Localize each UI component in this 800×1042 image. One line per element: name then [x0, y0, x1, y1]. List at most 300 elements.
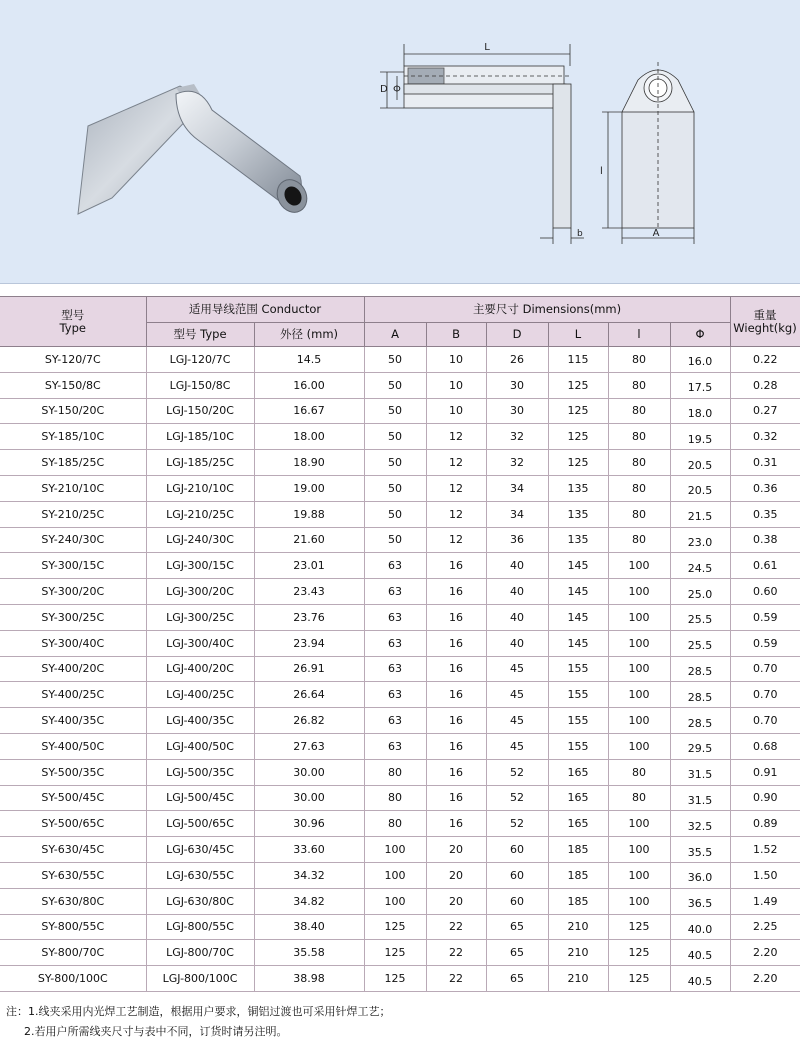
cell-weight: 0.70 — [730, 656, 800, 682]
cell-B: 16 — [426, 708, 486, 734]
cell-l: 80 — [608, 347, 670, 373]
cell-weight: 1.50 — [730, 862, 800, 888]
cell-weight: 0.28 — [730, 372, 800, 398]
cell-L: 165 — [548, 811, 608, 837]
cell-type: SY-800/55C — [0, 914, 146, 940]
cell-type: SY-400/35C — [0, 708, 146, 734]
cell-L: 145 — [548, 630, 608, 656]
cell-outer-diameter: 16.00 — [254, 372, 364, 398]
cell-conductor-type: LGJ-500/65C — [146, 811, 254, 837]
header-A: A — [364, 323, 426, 347]
cell-outer-diameter: 26.64 — [254, 682, 364, 708]
cell-B: 12 — [426, 450, 486, 476]
cell-D: 45 — [486, 682, 548, 708]
cell-conductor-type: LGJ-630/45C — [146, 837, 254, 863]
cell-l: 100 — [608, 733, 670, 759]
cell-phi: 17.5 — [670, 372, 730, 398]
cell-phi: 36.5 — [670, 888, 730, 914]
cell-A: 63 — [364, 579, 426, 605]
cell-B: 16 — [426, 630, 486, 656]
cell-l: 80 — [608, 785, 670, 811]
cell-l: 100 — [608, 862, 670, 888]
cell-l: 80 — [608, 501, 670, 527]
cell-A: 63 — [364, 630, 426, 656]
cell-conductor-type: LGJ-300/15C — [146, 553, 254, 579]
cell-conductor-type: LGJ-185/25C — [146, 450, 254, 476]
header-D: D — [486, 323, 548, 347]
table-row — [0, 553, 800, 579]
cell-weight: 2.20 — [730, 940, 800, 966]
cell-D: 30 — [486, 398, 548, 424]
table-row — [0, 759, 800, 785]
cell-conductor-type: LGJ-500/35C — [146, 759, 254, 785]
cell-A: 125 — [364, 914, 426, 940]
cell-weight: 0.59 — [730, 630, 800, 656]
cell-outer-diameter: 34.32 — [254, 862, 364, 888]
cell-outer-diameter: 30.00 — [254, 785, 364, 811]
cell-l: 100 — [608, 604, 670, 630]
cell-weight: 0.22 — [730, 347, 800, 373]
cell-A: 63 — [364, 733, 426, 759]
cell-D: 36 — [486, 527, 548, 553]
cell-type: SY-185/25C — [0, 450, 146, 476]
cell-A: 63 — [364, 708, 426, 734]
cell-conductor-type: LGJ-300/25C — [146, 604, 254, 630]
cell-outer-diameter: 18.00 — [254, 424, 364, 450]
cell-type: SY-630/45C — [0, 837, 146, 863]
cell-l: 100 — [608, 656, 670, 682]
cell-conductor-type: LGJ-630/55C — [146, 862, 254, 888]
label-b: b — [577, 229, 583, 239]
cell-weight: 0.36 — [730, 475, 800, 501]
cell-B: 20 — [426, 862, 486, 888]
header-phi: Φ — [670, 323, 730, 347]
cell-type: SY-800/70C — [0, 940, 146, 966]
cell-type: SY-240/30C — [0, 527, 146, 553]
cell-l: 80 — [608, 450, 670, 476]
cell-phi: 23.0 — [670, 527, 730, 553]
cell-L: 115 — [548, 347, 608, 373]
cell-conductor-type: LGJ-400/25C — [146, 682, 254, 708]
cell-phi: 31.5 — [670, 759, 730, 785]
cell-outer-diameter: 30.96 — [254, 811, 364, 837]
cell-D: 40 — [486, 553, 548, 579]
cell-A: 100 — [364, 888, 426, 914]
cell-outer-diameter: 26.82 — [254, 708, 364, 734]
note-1: 注：1.线夹采用内光焊工艺制造，根据用户要求，铜铝过渡也可采用针焊工艺； — [6, 1005, 391, 1018]
cell-weight: 2.25 — [730, 914, 800, 940]
cell-L: 155 — [548, 682, 608, 708]
cell-type: SY-210/10C — [0, 475, 146, 501]
cell-B: 16 — [426, 759, 486, 785]
cell-B: 16 — [426, 579, 486, 605]
cell-L: 145 — [548, 604, 608, 630]
cell-type: SY-400/50C — [0, 733, 146, 759]
cell-D: 30 — [486, 372, 548, 398]
header-conductor-type: 型号 Type — [146, 323, 254, 347]
side-view-drawing — [380, 44, 584, 244]
cell-phi: 31.5 — [670, 785, 730, 811]
cell-weight: 0.68 — [730, 733, 800, 759]
cell-l: 80 — [608, 527, 670, 553]
label-A: A — [652, 228, 660, 239]
cell-weight: 0.27 — [730, 398, 800, 424]
cell-l: 100 — [608, 630, 670, 656]
cell-L: 135 — [548, 475, 608, 501]
cell-phi: 20.5 — [670, 450, 730, 476]
cell-L: 135 — [548, 527, 608, 553]
cell-L: 125 — [548, 398, 608, 424]
cell-l: 80 — [608, 372, 670, 398]
cell-phi: 40.0 — [670, 914, 730, 940]
cell-phi: 35.5 — [670, 837, 730, 863]
cell-L: 145 — [548, 553, 608, 579]
cell-conductor-type: LGJ-630/80C — [146, 888, 254, 914]
cell-D: 65 — [486, 914, 548, 940]
cell-A: 50 — [364, 398, 426, 424]
cell-D: 34 — [486, 475, 548, 501]
table-row — [0, 475, 800, 501]
cell-phi: 18.0 — [670, 398, 730, 424]
cell-B: 12 — [426, 527, 486, 553]
cell-A: 63 — [364, 604, 426, 630]
cell-type: SY-500/35C — [0, 759, 146, 785]
cell-weight: 0.70 — [730, 682, 800, 708]
cell-B: 16 — [426, 682, 486, 708]
cell-phi: 36.0 — [670, 862, 730, 888]
cell-conductor-type: LGJ-120/7C — [146, 347, 254, 373]
cell-D: 60 — [486, 837, 548, 863]
header-l: l — [608, 323, 670, 347]
cell-weight: 0.31 — [730, 450, 800, 476]
cell-D: 60 — [486, 888, 548, 914]
table-row — [0, 372, 800, 398]
cell-type: SY-500/45C — [0, 785, 146, 811]
cell-phi: 28.5 — [670, 682, 730, 708]
table-row — [0, 450, 800, 476]
cell-l: 100 — [608, 708, 670, 734]
cell-weight: 0.90 — [730, 785, 800, 811]
cell-B: 20 — [426, 837, 486, 863]
cell-D: 40 — [486, 604, 548, 630]
note-2: 2.若用户所需线夹尺寸与表中不同，订货时请另注明。 — [24, 1025, 288, 1038]
cell-type: SY-300/40C — [0, 630, 146, 656]
cell-A: 50 — [364, 475, 426, 501]
cell-A: 80 — [364, 785, 426, 811]
cell-weight: 1.52 — [730, 837, 800, 863]
cell-B: 12 — [426, 424, 486, 450]
cell-A: 63 — [364, 682, 426, 708]
cell-A: 50 — [364, 501, 426, 527]
cell-outer-diameter: 14.5 — [254, 347, 364, 373]
cell-outer-diameter: 19.88 — [254, 501, 364, 527]
cell-A: 50 — [364, 450, 426, 476]
cell-B: 16 — [426, 733, 486, 759]
cell-phi: 24.5 — [670, 553, 730, 579]
header-L: L — [548, 323, 608, 347]
table-row — [0, 811, 800, 837]
table-row — [0, 579, 800, 605]
cell-L: 210 — [548, 940, 608, 966]
cell-D: 32 — [486, 424, 548, 450]
cell-type: SY-300/25C — [0, 604, 146, 630]
cell-conductor-type: LGJ-150/8C — [146, 372, 254, 398]
cell-B: 12 — [426, 501, 486, 527]
cell-L: 145 — [548, 579, 608, 605]
header-type: 型号 Type — [0, 297, 146, 347]
cell-l: 125 — [608, 940, 670, 966]
cell-conductor-type: LGJ-500/45C — [146, 785, 254, 811]
cell-A: 50 — [364, 372, 426, 398]
cell-l: 100 — [608, 837, 670, 863]
cell-outer-diameter: 21.60 — [254, 527, 364, 553]
cell-A: 80 — [364, 811, 426, 837]
cell-L: 165 — [548, 785, 608, 811]
cell-type: SY-120/7C — [0, 347, 146, 373]
cell-A: 50 — [364, 347, 426, 373]
cell-l: 80 — [608, 424, 670, 450]
cell-D: 34 — [486, 501, 548, 527]
cell-type: SY-300/15C — [0, 553, 146, 579]
cell-D: 52 — [486, 811, 548, 837]
cell-type: SY-630/55C — [0, 862, 146, 888]
cell-conductor-type: LGJ-210/10C — [146, 475, 254, 501]
cell-L: 210 — [548, 914, 608, 940]
cell-type: SY-185/10C — [0, 424, 146, 450]
cell-D: 65 — [486, 966, 548, 992]
table-row — [0, 682, 800, 708]
cell-B: 22 — [426, 940, 486, 966]
cell-weight: 0.60 — [730, 579, 800, 605]
cell-L: 185 — [548, 888, 608, 914]
cell-type: SY-400/25C — [0, 682, 146, 708]
cell-A: 63 — [364, 553, 426, 579]
cell-outer-diameter: 30.00 — [254, 759, 364, 785]
cell-type: SY-500/65C — [0, 811, 146, 837]
cell-L: 125 — [548, 450, 608, 476]
cell-phi: 19.5 — [670, 424, 730, 450]
cell-outer-diameter: 34.82 — [254, 888, 364, 914]
notes — [6, 1002, 796, 1042]
cell-type: SY-150/8C — [0, 372, 146, 398]
cell-L: 185 — [548, 862, 608, 888]
cell-outer-diameter: 27.63 — [254, 733, 364, 759]
cell-B: 22 — [426, 914, 486, 940]
cell-D: 40 — [486, 579, 548, 605]
front-view-drawing — [602, 62, 694, 244]
specification-table-body — [0, 347, 800, 992]
label-D: D — [380, 84, 388, 95]
table-row — [0, 966, 800, 992]
cell-L: 125 — [548, 372, 608, 398]
cell-conductor-type: LGJ-185/10C — [146, 424, 254, 450]
table-row — [0, 940, 800, 966]
cell-phi: 29.5 — [670, 733, 730, 759]
cell-D: 45 — [486, 708, 548, 734]
cell-weight: 0.70 — [730, 708, 800, 734]
cell-B: 16 — [426, 553, 486, 579]
table-row — [0, 347, 800, 373]
cell-B: 10 — [426, 398, 486, 424]
table-row — [0, 604, 800, 630]
cell-B: 12 — [426, 475, 486, 501]
cell-phi: 32.5 — [670, 811, 730, 837]
cell-A: 125 — [364, 966, 426, 992]
cell-conductor-type: LGJ-800/70C — [146, 940, 254, 966]
cell-L: 155 — [548, 656, 608, 682]
cell-outer-diameter: 38.98 — [254, 966, 364, 992]
table-row — [0, 656, 800, 682]
table-row — [0, 630, 800, 656]
specification-table — [0, 296, 800, 992]
cell-weight: 2.20 — [730, 966, 800, 992]
cell-l: 80 — [608, 475, 670, 501]
cell-l: 125 — [608, 914, 670, 940]
cell-type: SY-300/20C — [0, 579, 146, 605]
cell-B: 10 — [426, 372, 486, 398]
cell-phi: 40.5 — [670, 940, 730, 966]
cell-B: 16 — [426, 811, 486, 837]
product-figure-panel — [0, 0, 800, 284]
cell-weight: 1.49 — [730, 888, 800, 914]
cell-weight: 0.32 — [730, 424, 800, 450]
cell-B: 16 — [426, 604, 486, 630]
cell-conductor-type: LGJ-150/20C — [146, 398, 254, 424]
label-l: l — [600, 166, 603, 177]
cell-L: 210 — [548, 966, 608, 992]
cell-A: 63 — [364, 656, 426, 682]
cell-weight: 0.38 — [730, 527, 800, 553]
cell-L: 155 — [548, 708, 608, 734]
cell-conductor-type: LGJ-400/20C — [146, 656, 254, 682]
cell-phi: 21.5 — [670, 501, 730, 527]
cell-weight: 0.59 — [730, 604, 800, 630]
cell-D: 32 — [486, 450, 548, 476]
cell-l: 100 — [608, 682, 670, 708]
cell-phi: 25.0 — [670, 579, 730, 605]
table-row — [0, 708, 800, 734]
cell-outer-diameter: 33.60 — [254, 837, 364, 863]
cell-type: SY-400/20C — [0, 656, 146, 682]
header-B: B — [426, 323, 486, 347]
cell-phi: 25.5 — [670, 604, 730, 630]
cell-conductor-type: LGJ-240/30C — [146, 527, 254, 553]
cell-l: 100 — [608, 888, 670, 914]
table-row — [0, 914, 800, 940]
table-row — [0, 862, 800, 888]
table-row — [0, 785, 800, 811]
cell-conductor-type: LGJ-300/40C — [146, 630, 254, 656]
cell-weight: 0.91 — [730, 759, 800, 785]
cell-B: 22 — [426, 966, 486, 992]
cell-B: 16 — [426, 785, 486, 811]
cell-phi: 16.0 — [670, 347, 730, 373]
cell-A: 50 — [364, 424, 426, 450]
cell-L: 185 — [548, 837, 608, 863]
cell-L: 135 — [548, 501, 608, 527]
cell-outer-diameter: 18.90 — [254, 450, 364, 476]
cell-A: 100 — [364, 837, 426, 863]
table-row — [0, 398, 800, 424]
header-dimensions: 主要尺寸 Dimensions(mm) — [364, 297, 730, 323]
table-row — [0, 527, 800, 553]
cell-outer-diameter: 23.01 — [254, 553, 364, 579]
cell-l: 100 — [608, 553, 670, 579]
cell-B: 20 — [426, 888, 486, 914]
product-illustration — [0, 0, 800, 284]
cell-conductor-type: LGJ-300/20C — [146, 579, 254, 605]
cell-L: 165 — [548, 759, 608, 785]
label-L: L — [484, 42, 490, 53]
cell-D: 60 — [486, 862, 548, 888]
label-phi: Φ — [393, 84, 401, 95]
cell-l: 100 — [608, 811, 670, 837]
cell-type: SY-210/25C — [0, 501, 146, 527]
cell-weight: 0.61 — [730, 553, 800, 579]
cell-L: 155 — [548, 733, 608, 759]
cell-type: SY-630/80C — [0, 888, 146, 914]
cell-A: 50 — [364, 527, 426, 553]
cell-outer-diameter: 38.40 — [254, 914, 364, 940]
cell-conductor-type: LGJ-400/50C — [146, 733, 254, 759]
cell-conductor-type: LGJ-210/25C — [146, 501, 254, 527]
cell-A: 100 — [364, 862, 426, 888]
cell-B: 10 — [426, 347, 486, 373]
cell-D: 26 — [486, 347, 548, 373]
cell-outer-diameter: 23.76 — [254, 604, 364, 630]
cell-type: SY-800/100C — [0, 966, 146, 992]
terminal-photo — [78, 84, 313, 218]
cell-phi: 28.5 — [670, 656, 730, 682]
table-row — [0, 837, 800, 863]
header-conductor: 适用导线范围 Conductor — [146, 297, 364, 323]
cell-D: 45 — [486, 656, 548, 682]
cell-outer-diameter: 23.94 — [254, 630, 364, 656]
cell-weight: 0.89 — [730, 811, 800, 837]
cell-phi: 20.5 — [670, 475, 730, 501]
table-row — [0, 424, 800, 450]
cell-D: 65 — [486, 940, 548, 966]
cell-phi: 25.5 — [670, 630, 730, 656]
cell-L: 125 — [548, 424, 608, 450]
cell-A: 80 — [364, 759, 426, 785]
cell-D: 52 — [486, 759, 548, 785]
cell-phi: 40.5 — [670, 966, 730, 992]
cell-outer-diameter: 16.67 — [254, 398, 364, 424]
cell-B: 16 — [426, 656, 486, 682]
cell-weight: 0.35 — [730, 501, 800, 527]
cell-conductor-type: LGJ-400/35C — [146, 708, 254, 734]
cell-phi: 28.5 — [670, 708, 730, 734]
table-row — [0, 733, 800, 759]
header-outer-diameter: 外径 (mm) — [254, 323, 364, 347]
cell-conductor-type: LGJ-800/100C — [146, 966, 254, 992]
cell-D: 45 — [486, 733, 548, 759]
cell-conductor-type: LGJ-800/55C — [146, 914, 254, 940]
cell-l: 125 — [608, 966, 670, 992]
cell-outer-diameter: 19.00 — [254, 475, 364, 501]
cell-outer-diameter: 35.58 — [254, 940, 364, 966]
cell-outer-diameter: 23.43 — [254, 579, 364, 605]
table-row — [0, 501, 800, 527]
header-weight: 重量 Wieght(kg) — [730, 297, 800, 347]
table-row — [0, 888, 800, 914]
cell-l: 80 — [608, 398, 670, 424]
cell-l: 80 — [608, 759, 670, 785]
cell-A: 125 — [364, 940, 426, 966]
cell-outer-diameter: 26.91 — [254, 656, 364, 682]
cell-D: 40 — [486, 630, 548, 656]
